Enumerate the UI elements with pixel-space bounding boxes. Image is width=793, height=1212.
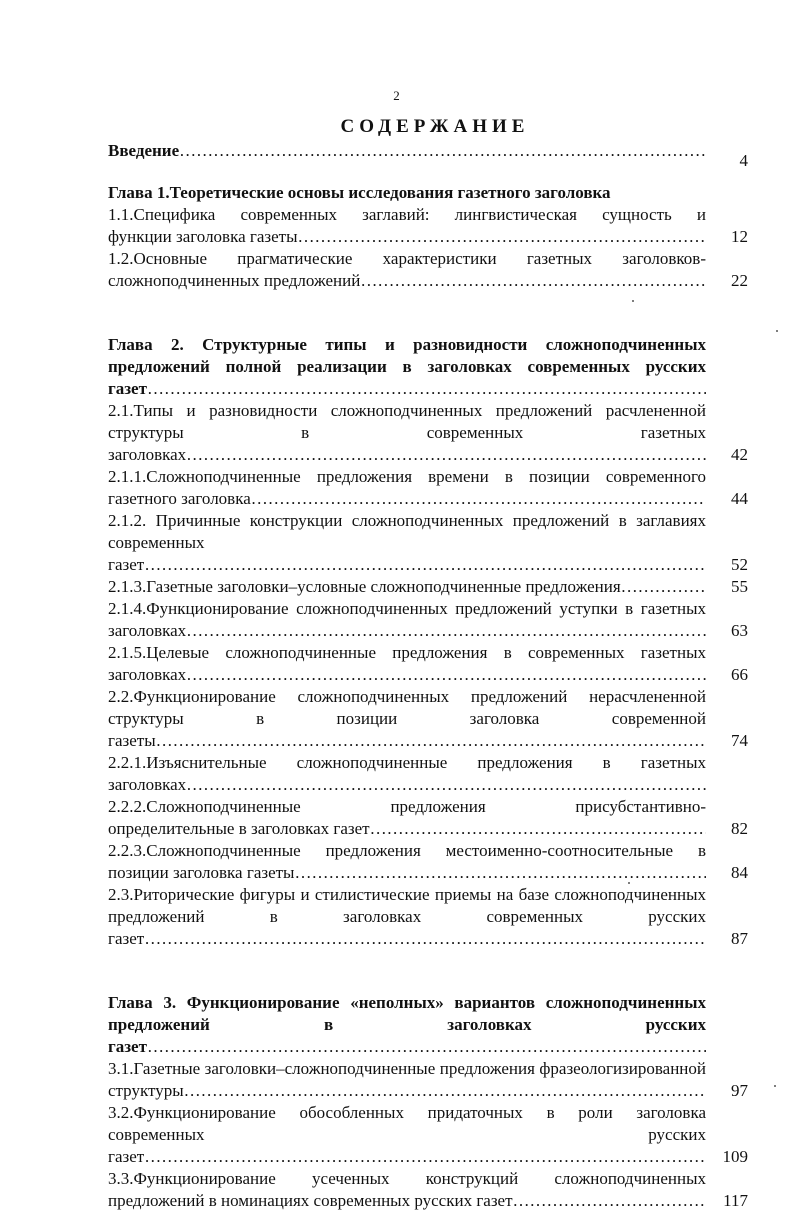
page-ref: 66 <box>731 665 748 684</box>
page-ref: 44 <box>731 489 748 508</box>
toc-entry[interactable]: 2.1.Типы и разновидности сложноподчиненных предложений расчлененной структуры в современных газетных заголовках ………………………………………………………………………………………………………………………………………………………… 42 <box>108 400 748 466</box>
toc-entry[interactable]: 2.2.1.Изъяснительные сложноподчиненные предложения в газетных заголовках ………………………………………………………………………………………………………………………………………………………… <box>108 752 748 796</box>
toc-entry[interactable]: 2.1.2. Причинные конструкции сложноподчиненных предложений в заглавиях современных газет ………………………………………………………………………………………………………………………………………………………… 52 <box>108 510 748 576</box>
toc-entry[interactable]: 2.2.Функционирование сложноподчиненных предложений нерасчлененной структуры в позиции заголовка современной газеты ………………………………………………………………………………………………………………………………………………………… 74 <box>108 686 748 752</box>
scan-speck <box>632 300 634 302</box>
intro-label: Введение ………………………………………………………………………………………………………………………………………………………… <box>108 140 706 162</box>
toc-entry[interactable]: 2.3.Риторические фигуры и стилистические приемы на базе сложноподчиненных предложений в заголовках современных русских газет ………………………………………………………………………………………………………………………………………………………… 87 <box>108 884 748 950</box>
chapter-heading[interactable]: Глава 2. Структурные типы и разновидности сложноподчиненных предложений полной реализации в заголовках современных русских газет ………………………………………………………………………………………………………………………………………………………… <box>108 334 748 400</box>
toc-entry[interactable]: 3.3.Функционирование усеченных конструкций сложноподчиненных предложений в номинациях современных русских газет ………………………………………………………………………………………………………………………………………………………… 117 <box>108 1168 748 1212</box>
page-ref: 109 <box>722 1147 748 1166</box>
page-ref: 84 <box>731 863 748 882</box>
page-title: СОДЕРЖАНИЕ <box>340 116 530 137</box>
toc-entry[interactable]: 2.1.4.Функционирование сложноподчиненных предложений уступки в газетных заголовках ………………………………………………………………………………………………………………………………………………………… 63 <box>108 598 748 642</box>
chapter-heading[interactable]: Глава 3. Функционирование «неполных» вариантов сложноподчиненных предложений в заголовках русских газет ………………………………………………………………………………………………………………………………………………………… <box>108 992 748 1058</box>
page-ref: 63 <box>731 621 748 640</box>
toc-entry-intro[interactable] <box>108 140 748 172</box>
page-ref: 42 <box>731 445 748 464</box>
page-ref: 52 <box>731 555 748 574</box>
page-ref: 87 <box>731 929 748 948</box>
page-ref: 22 <box>731 271 748 290</box>
toc-entry[interactable]: 1.1.Специфика современных заглавий: лингвистическая сущность и функции заголовка газеты ………………………………………………………………………………………………………………………………………………………… 12 <box>108 204 748 248</box>
page-ref: 12 <box>731 227 748 246</box>
chapter-heading[interactable]: Глава 1.Теоретические основы исследования газетного заголовка <box>108 183 611 202</box>
toc-entry[interactable]: 3.1.Газетные заголовки–сложноподчиненные предложения фразеологизированной структуры ………………………………………………………………………………………………………………………………………………………… 97 <box>108 1058 748 1102</box>
toc-entry[interactable]: 2.2.2.Сложноподчиненные предложения присубстантивно- определительные в заголовках газет ………………………………………………………………………………………………………………………………………………………… 82 <box>108 796 748 840</box>
toc-entry[interactable]: 2.1.3.Газетные заголовки–условные сложноподчиненные предложения ………………………………………………………………………………………………………………………………………………………… 55 <box>108 576 748 598</box>
scan-speck <box>776 330 778 332</box>
toc-entry[interactable]: 2.1.1.Сложноподчиненные предложения времени в позиции современного газетного заголовка ………………………………………………………………………………………………………………………………………………………… 44 <box>108 466 748 510</box>
scan-speck <box>628 882 630 884</box>
page-number: 2 <box>393 88 400 103</box>
page-ref: 97 <box>731 1081 748 1100</box>
page-ref: 74 <box>731 731 748 750</box>
page-ref: 117 <box>723 1191 748 1210</box>
toc-entry[interactable]: 2.2.3.Сложноподчиненные предложения местоименно-соотносительные в позиции заголовка газеты ………………………………………………………………………………………………………………………………………………………… 84 <box>108 840 748 884</box>
page-ref: 82 <box>731 819 748 838</box>
toc-entry[interactable]: 1.2.Основные прагматические характеристики газетных заголовков- сложноподчиненных предложений ………………………………………………………………………………………………………………………………………………………… 22 <box>108 248 748 292</box>
toc-entry[interactable]: 2.1.5.Целевые сложноподчиненные предложения в современных газетных заголовках ………………………………………………………………………………………………………………………………………………………… 66 <box>108 642 748 686</box>
toc-entry[interactable]: 3.2.Функционирование обособленных придаточных в роли заголовка современных русских газет ………………………………………………………………………………………………………………………………………………………… 109 <box>108 1102 748 1168</box>
table-of-contents <box>108 140 748 1212</box>
scan-speck <box>774 1085 776 1087</box>
page-ref: 4 <box>739 151 748 170</box>
page-ref: 55 <box>731 577 748 596</box>
